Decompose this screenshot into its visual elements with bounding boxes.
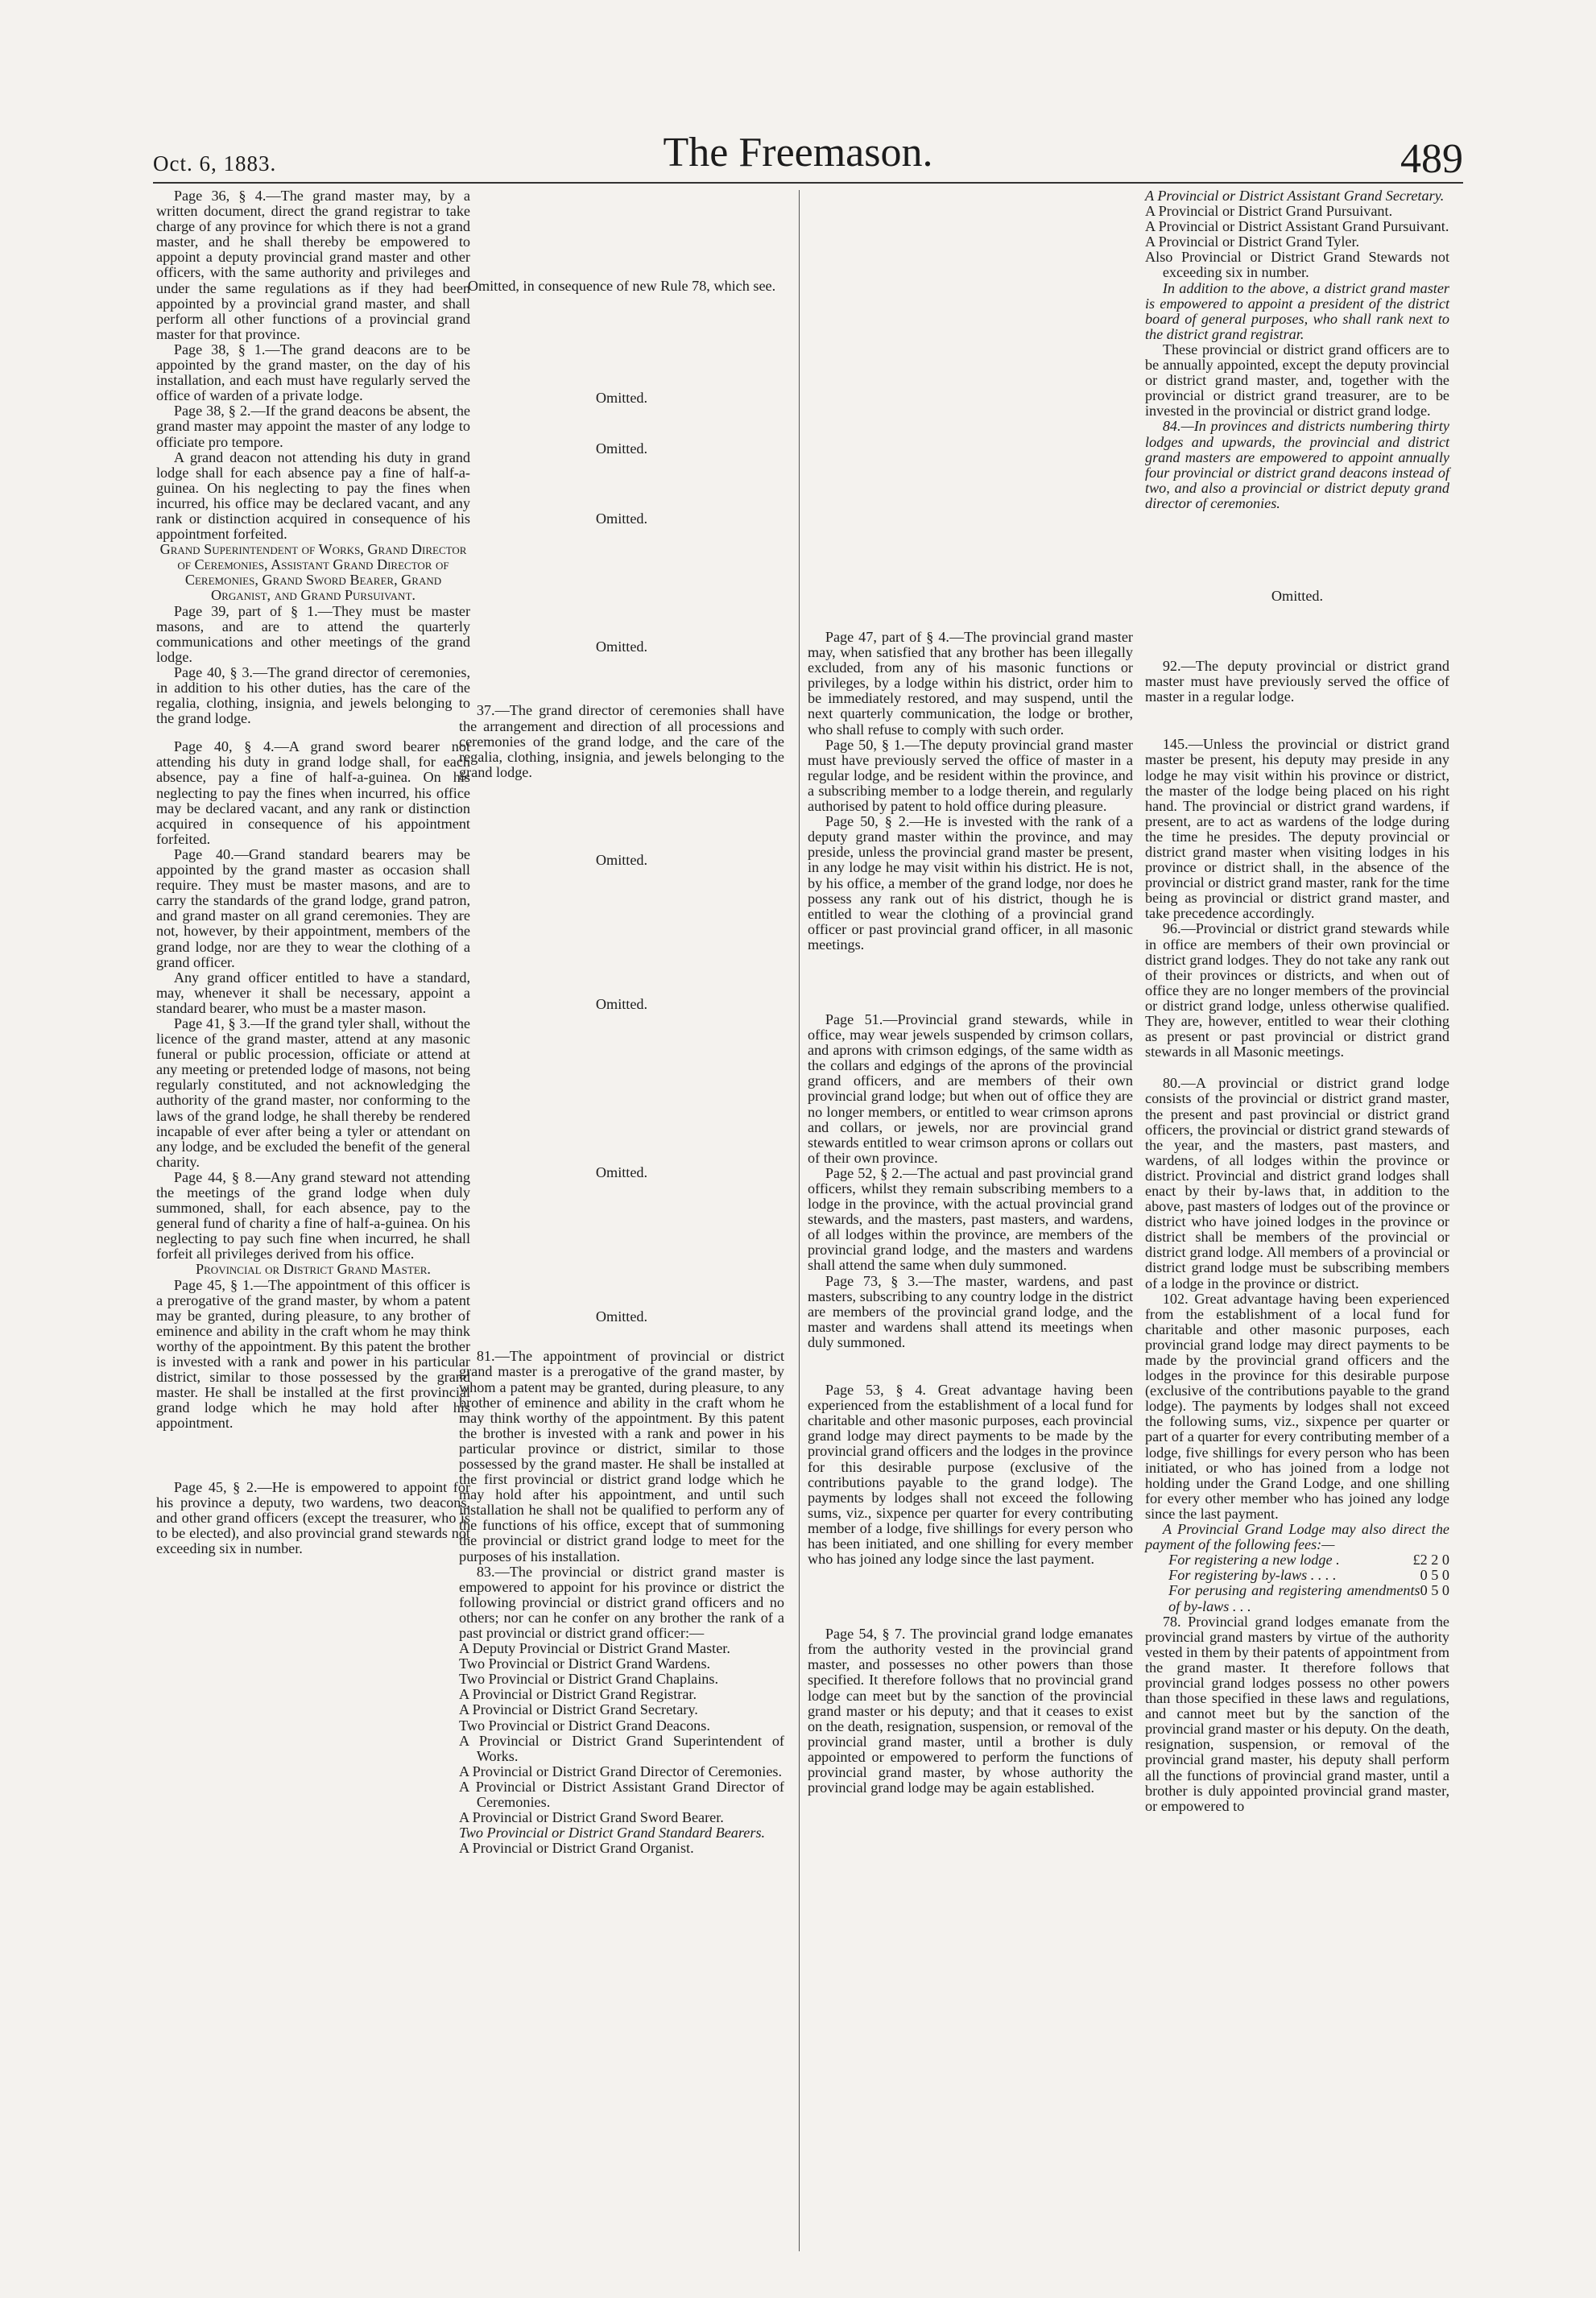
paragraph: 78. Provincial grand lodges emanate from the provincial grand masters by virtue of the authority vested in them by their patents of appointment from the grand master. It therefore follows that provincial grand lodges possess no other powers than those specified in these laws and regulations, and cannot meet but by the sanction of the provincial grand master or his deputy. On the death, resignation, suspension, or removal of the provincial grand master, his deputy shall perform all the functions of provincial grand master, until a brother is duly appointed provincial grand master, or empowered to <box>1145 1613 1449 1814</box>
paragraph: Page 73, § 3.—The master, wardens, and past masters, subscribing to any country lodge in the district are members of the provincial grand lodge, and the master and wardens shall attend its meetings when duly summoned. <box>808 1272 1133 1350</box>
fee-amount: 0 5 0 <box>1420 1567 1449 1584</box>
officer-list-item: A Provincial or District Grand Organist. <box>459 1840 694 1857</box>
paragraph: Page 40, § 3.—The grand director of ceremonies, in addition to his other duties, has the care of the regalia, clothing, insignia, and jewels belonging to the grand lodge. <box>156 663 470 727</box>
officer-list-item: A Provincial or District Grand Superintendent of Works. <box>459 1732 784 1764</box>
paragraph: Page 50, § 2.—He is invested with the rank of a deputy grand master within the province, and may preside, unless the provincial grand master be present, in any lodge he may visit within his district. He is not, by his office, a member of the grand lodge, nor does he possess any rank out of his district, though he is entitled to wear the clothing of a provincial grand officer or past provincial grand officer, in all masonic meetings. <box>808 813 1133 953</box>
officer-list-item: A Provincial or District Grand Director of Ceremonies. <box>459 1763 783 1779</box>
fee-amount: 0 5 0 <box>1420 1582 1449 1599</box>
officer-list-item: A Provincial or District Grand Registrar. <box>459 1686 697 1703</box>
paragraph: 145.—Unless the provincial or district grand master be present, his deputy may preside in any lodge he may visit within his province or district, the master of the lodge being placed on his right hand. The provincial or district grand wardens, if present, are to act as wardens of the lodge during the time he presides. The deputy provincial or district grand master when visiting lodges in his province or district shall, in the absence of the provincial or district grand master, rank for the time being as provincial or district grand master, and take precedence accordingly. <box>1145 736 1449 922</box>
column-3 <box>808 188 1133 1796</box>
italic-paragraph: 84.—In provinces and districts numbering thirty lodges and upwards, the provincial and district grand masters are empowered to appoint annually four provincial or district grand deacons instead of two, and also a provincial or district deputy grand director of ceremonies. <box>1145 418 1449 511</box>
fee-label: For registering a new lodge . <box>1168 1552 1340 1569</box>
officer-list-item: Two Provincial or District Grand Wardens. <box>459 1655 711 1672</box>
omitted-note: Omitted. <box>595 1164 648 1181</box>
fee-row <box>1145 1568 1449 1583</box>
officer-list-item: A Deputy Provincial or District Grand Master. <box>459 1640 730 1657</box>
paragraph: 83.—The provincial or district grand master is empowered to appoint for his province or district the following provincial or district grand officers and no others; nor can he confer on any brother the rank of a past provincial or district grand officer:— <box>459 1563 784 1641</box>
paragraph: 96.—Provincial or district grand stewards while in office are members of their own provincial or district grand lodges. They do not take any rank out of their provinces or districts, and when out of office they are no longer members of the provincial or district grand lodge, unless otherwise qualified. They are, however, entitled to wear their clothing as present or past provincial or district grand stewards in all Masonic meetings. <box>1145 920 1449 1060</box>
paragraph: 37.—The grand director of ceremonies shall have the arrangement and direction of all processions and ceremonies of the grand lodge, and the care of the regalia, clothing, insignia, and jewels belonging to the grand lodge. <box>459 702 784 780</box>
paragraph: 102. Great advantage having been experienced from the establishment of a local fund for charitable and other masonic purposes, each provincial grand lodge may direct payments to be made by the provincial grand officers and the lodges in the province for this desirable purpose (exclusive of the contributions payable to the grand lodge). The payments by lodges shall not exceed the following sums, viz., sixpence per quarter or part of a quarter for every contributing member of a lodge, five shillings for every person who has been initiated, or who has joined from a lodge not holding under the Grand Lodge, and one shilling for every other member who has joined any lodge since the last payment. <box>1145 1290 1449 1522</box>
fee-label: For perusing and registering amendments of by-laws . . . <box>1168 1582 1420 1614</box>
paragraph: Page 47, part of § 4.—The provincial grand master may, when satisfied that any brother has been illegally excluded, from any of his masonic functions or privileges, by a lodge within his district, order him to be immediately restored, and may suspend, until the next quarterly communication, the lodge or brother, who shall refuse to comply with such order. <box>808 629 1133 738</box>
paragraph: 92.—The deputy provincial or district grand master must have previously served the office of master in a regular lodge. <box>1145 658 1449 705</box>
italic-paragraph: In addition to the above, a district grand master is empowered to appoint a president of the district board of general purposes, who shall rank next to the district grand registrar. <box>1145 279 1449 342</box>
paragraph: These provincial or district grand officers are to be annually appointed, except the deputy provincial or district grand master, and, together with the provincial or district grand treasurer, are to be invested in the provincial or district grand lodge. <box>1145 341 1449 420</box>
paragraph: Page 36, § 4.—The grand master may, by a written document, direct the grand registrar to take charge of any province for which there is not a grand master, and he shall thereby be empowered to appoint a deputy provincial grand master and other officers, with the same authority and privileges and under the same regulations as if they had been appointed by a provincial grand master, and shall perform all other functions of a provincial grand master for that province. <box>156 188 470 342</box>
paragraph: 81.—The appointment of provincial or district grand master is a prerogative of the grand master, by whom a patent may be granted, during pleasure, to any brother of eminence and ability in the craft whom he may think worthy of the appointment. By this patent the brother is invested with a rank and power in his particular province or district, similar to those possessed by the grand master. He shall be installed at the first provincial or district grand lodge which he may hold after his appointment, and until such installation he shall not be qualified to perform any of the functions of his office, except that of summoning the provincial or district grand lodge to meet for the purposes of his installation. <box>459 1348 784 1564</box>
column-2 <box>459 188 784 1856</box>
paragraph: Page 54, § 7. The provincial grand lodge emanates from the authority vested in the provincial grand master, and possesses no other powers than those specified. It therefore follows that no provincial grand lodge can meet but by the sanction of the provincial grand master or his deputy; and that it ceases to exist on the death, resignation, suspension, or removal of the provincial grand master, until a brother is duly appointed or empowered to perform the functions of provincial grand master, by whose authority the provincial grand lodge may be again established. <box>808 1626 1133 1796</box>
paragraph: Page 41, § 3.—If the grand tyler shall, without the licence of the grand master, attend at any masonic funeral or public procession, officiate or attend at any meeting or pretended lodge of masons, not being regularly constituted, and not acknowledging the authority of the grand master, nor conforming to the laws of the grand lodge, he shall thereby be rendered incapable of ever after being a tyler or attendant on any lodge, and be excluded the benefit of the general charity. <box>156 1015 470 1170</box>
omitted-note: Omitted. <box>595 639 648 655</box>
paragraph: Page 44, § 8.—Any grand steward not attending the meetings of the grand lodge when duly summoned, shall, for each absence, pay to the general fund of charity a fine of half-a-guinea. On his neglecting to pay such fine when incurred, he shall forfeit all privileges derived from his office. <box>156 1168 470 1263</box>
officer-list-item: A Provincial or District Grand Pursuivant. <box>1145 203 1393 220</box>
officer-list-item: Two Provincial or District Grand Chaplains. <box>459 1671 719 1688</box>
omitted-note: Omitted, in consequence of new Rule 78, which see. <box>467 278 776 294</box>
officer-list-item: A Provincial or District Grand Sword Bearer. <box>459 1809 724 1826</box>
officer-list-item: A Provincial or District Assistant Grand Pursuivant. <box>1145 218 1449 235</box>
column-divider <box>799 190 800 2251</box>
column-4 <box>1145 188 1449 1814</box>
omitted-note: Omitted. <box>595 996 648 1013</box>
page-number: 489 <box>1400 136 1463 182</box>
paragraph: Page 45, § 1.—The appointment of this officer is a prerogative of the grand master, by whom a patent may be granted, during pleasure, to any brother of eminence and ability in the craft whom he may think worthy of the appointment. By this patent the brother is invested with a rank and power in his particular district, similar to those possessed by the grand master. He shall be installed at the first provincial grand lodge which he may hold after his appointment. <box>156 1276 470 1432</box>
paragraph: Page 50, § 1.—The deputy provincial grand master must have previously served the office of master in a regular lodge, and be resident within the province, and a subscribing member to a lodge therein, and regularly authorised by patent to hold office during pleasure. <box>808 736 1133 815</box>
officer-list-item: A Provincial or District Assistant Grand Secretary. <box>1145 188 1445 204</box>
officer-list-item: Also Provincial or District Grand Stewards not exceeding six in number. <box>1145 249 1449 281</box>
officer-list-item: A Provincial or District Assistant Grand Director of Ceremonies. <box>459 1778 784 1811</box>
officer-list-item: Two Provincial or District Grand Standard Bearers. <box>459 1825 766 1841</box>
omitted-note: Omitted. <box>595 440 648 457</box>
omitted-note: Omitted. <box>595 851 648 868</box>
omitted-note: Omitted. <box>595 510 648 527</box>
paragraph: Page 51.—Provincial grand stewards, while in office, may wear jewels suspended by crimson collars, and aprons with crimson edgings, of the same width as the collars and edgings of the aprons of the provincial grand officers, and are members of their own provincial grand lodge; but when out of office they are no longer members, or entitled to wear crimson aprons and collars, or jewels, nor are provincial grand stewards entitled to wear crimson aprons or collars out of their own province. <box>808 1011 1133 1166</box>
paragraph: Page 45, § 2.—He is empowered to appoint for his province a deputy, two wardens, two deacons, and other grand officers (except the treasurer, who is to be elected), and also provincial grand stewards not exceeding six in number. <box>156 1478 470 1556</box>
paragraph: Page 52, § 2.—The actual and past provincial grand officers, whilst they remain subscribing members to a lodge in the province, with the actual provincial grand stewards, and the masters, past masters, and wardens, of all lodges within the province, are members of the provincial grand lodge, and the masters and wardens shall attend the same when duly summoned. <box>808 1164 1133 1274</box>
masthead-title: The Freemason. <box>663 130 933 176</box>
fee-row <box>1145 1552 1449 1568</box>
masthead-rule <box>153 182 1463 184</box>
fee-label: For registering by-laws . . . . <box>1168 1567 1337 1584</box>
paragraph: Page 38, § 2.—If the grand deacons be absent, the grand master may appoint the master of any lodge to officiate pro tempore. <box>156 403 470 450</box>
fees-intro: A Provincial Grand Lodge may also direct the payment of the following fees:— <box>1145 1521 1449 1553</box>
issue-date: Oct. 6, 1883. <box>153 151 277 176</box>
paragraph: Any grand officer entitled to have a standard, may, whenever it shall be necessary, appoint a standard bearer, who must be a master mason. <box>156 969 470 1016</box>
omitted-note: Omitted. <box>1271 587 1324 604</box>
paragraph: 80.—A provincial or district grand lodge consists of the provincial or district grand master, the present and past provincial or district grand officers, the provincial or district grand stewards of the year, and the masters, past masters, and wardens, of all lodges within the province or district. Provincial and district grand lodges shall enact by their by-laws that, in addition to the above, past masters of lodges out of the province or district who have joined lodges in the province or district shall be members of the provincial or district grand lodge. All members of a provincial or district grand lodge must be subscribing members of a lodge in the province or district. <box>1145 1075 1449 1292</box>
paragraph: Page 38, § 1.—The grand deacons are to be appointed by the grand master, on the day of his installation, and each must have regularly served the office of warden of a private lodge. <box>156 341 470 404</box>
officer-list-item: Two Provincial or District Grand Deacons. <box>459 1717 710 1734</box>
section-heading: Provincial or District Grand Master. <box>196 1261 431 1278</box>
officer-list-item: A Provincial or District Grand Tyler. <box>1145 234 1360 250</box>
omitted-note: Omitted. <box>595 1308 648 1325</box>
section-heading: Grand Superintendent of Works, Grand Director of Ceremonies, Assistant Grand Director of Ceremonies, Grand Sword Bearer, Grand Organist, and Grand Pursuivant. <box>159 541 467 604</box>
paragraph: Page 40.—Grand standard bearers may be appointed by the grand master as occasion shall require. They must be master masons, and are to carry the standards of the grand lodge, grand patron, and grand master on all grand ceremonies. They are not, however, by their appointment, members of the grand lodge, nor are they to wear the clothing of a grand officer. <box>156 845 470 970</box>
officer-list-item: A Provincial or District Grand Secretary. <box>459 1701 698 1718</box>
paragraph: Page 39, part of § 1.—They must be master masons, and are to attend the quarterly communications and other meetings of the grand lodge. <box>156 602 470 665</box>
fee-row <box>1145 1583 1449 1614</box>
paragraph: Page 40, § 4.—A grand sword bearer not attending his duty in grand lodge shall, for each absence, pay a fine of half-a-guinea. On his neglecting to pay the fines when incurred, his office may be declared vacant, and any rank or distinction acquired in consequence of his appointment forfeited. <box>156 738 470 847</box>
column-1 <box>156 188 470 1556</box>
omitted-note: Omitted. <box>595 390 648 407</box>
paragraph: A grand deacon not attending his duty in grand lodge shall for each absence pay a fine of half-a-guinea. On his neglecting to pay the fines when incurred, his office may be declared vacant, and any rank or distinction acquired in consequence of his appointment forfeited. <box>156 448 470 543</box>
paragraph: Page 53, § 4. Great advantage having been experienced from the establishment of a local fund for charitable and other masonic purposes, each provincial grand lodge may direct payments to be made by the provincial grand officers and the lodges in the province for this desirable purpose (exclusive of the contributions payable to the grand lodge). The payments by lodges shall not exceed the following sums, viz., sixpence per quarter for every contributing member of a lodge, five shillings for every person who has been initiated, and one shilling for every member who has joined any lodge since the last payment. <box>808 1382 1133 1568</box>
fee-amount: £2 2 0 <box>1412 1552 1449 1569</box>
